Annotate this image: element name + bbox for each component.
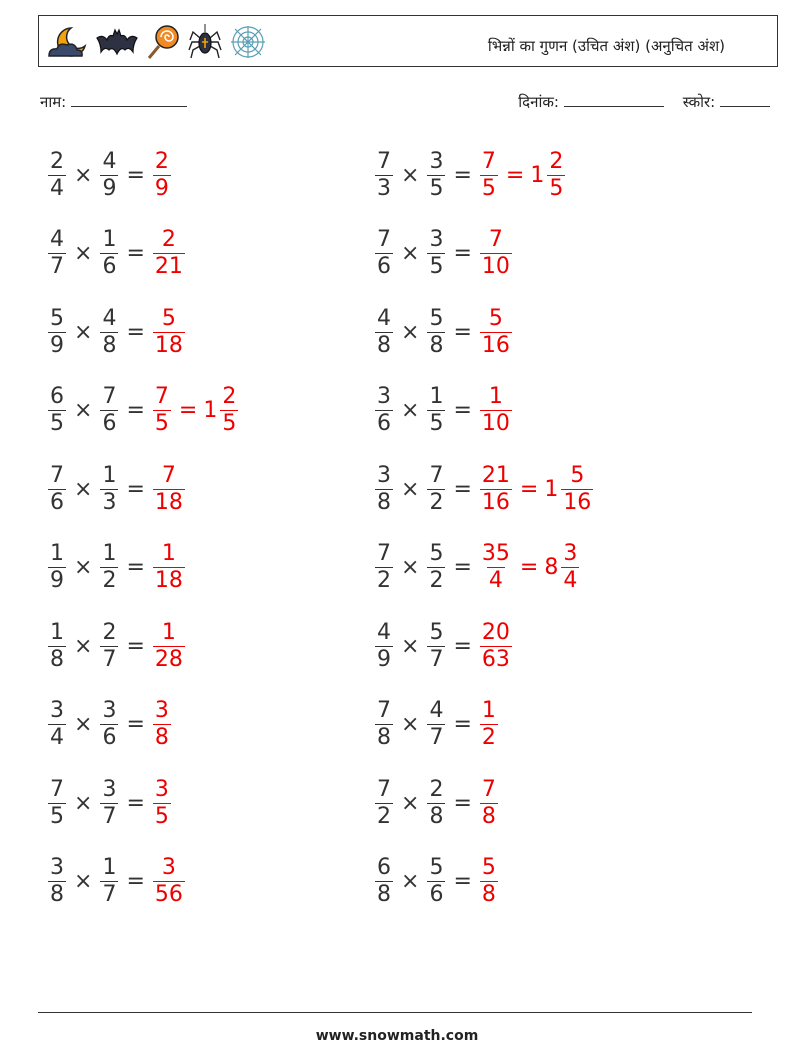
equals-sign: =	[453, 162, 472, 188]
numerator: 6	[377, 855, 391, 880]
equals-sign: =	[453, 633, 472, 659]
numerator: 1	[102, 855, 117, 880]
numerator: 2	[429, 776, 444, 802]
times-sign: ×	[74, 869, 93, 894]
answer-fraction	[480, 776, 498, 829]
mixed-whole: 1	[203, 398, 218, 423]
denominator: 3	[377, 175, 391, 201]
answer-fraction	[480, 229, 512, 278]
numerator: 3	[429, 227, 444, 252]
fraction-b	[427, 619, 445, 672]
numerator: 7	[481, 148, 496, 174]
denominator: 5	[549, 175, 564, 201]
fraction-b	[100, 857, 118, 906]
denominator: 7	[102, 882, 117, 907]
denominator: 6	[50, 489, 64, 515]
equals-sign: =	[453, 241, 472, 266]
numerator: 2	[154, 148, 169, 174]
numerator: 7	[377, 541, 391, 566]
name-field	[40, 92, 187, 112]
numerator: 2	[549, 148, 564, 174]
denominator: 7	[50, 254, 64, 279]
numerator: 1	[50, 541, 64, 566]
denominator: 8	[50, 882, 64, 907]
moon-cloud-icon	[45, 24, 89, 60]
lollipop-icon	[145, 24, 181, 60]
denominator: 63	[481, 646, 510, 672]
date-score-fields	[518, 92, 770, 112]
denominator: 21	[154, 254, 183, 279]
denominator: 6	[102, 254, 117, 279]
numerator: 7	[102, 384, 117, 409]
fraction-b	[427, 462, 445, 515]
denominator: 8	[481, 803, 496, 829]
equals-sign: =	[126, 790, 145, 816]
equals-sign: =	[453, 712, 472, 737]
denominator: 2	[429, 568, 444, 593]
problem-row	[46, 771, 173, 835]
answer-fraction	[153, 229, 185, 278]
times-sign: ×	[74, 241, 93, 266]
denominator: 2	[481, 725, 496, 750]
header-icons	[45, 24, 267, 60]
footer-url: www.snowmath.com	[315, 1028, 479, 1044]
date-label: दिनांक:	[518, 93, 559, 111]
problem-row	[373, 457, 595, 521]
numerator: 2	[161, 227, 176, 252]
answer-fraction	[480, 857, 498, 906]
numerator: 5	[429, 305, 444, 331]
fraction-a	[48, 148, 66, 201]
problem-row	[46, 143, 173, 207]
denominator: 5	[429, 175, 444, 201]
fraction-a	[48, 619, 66, 672]
numerator: 3	[377, 384, 391, 409]
denominator: 7	[102, 803, 117, 829]
times-sign: ×	[401, 869, 420, 894]
denominator: 10	[481, 254, 510, 279]
problem-row	[373, 222, 514, 286]
problem-row	[46, 379, 240, 443]
problem-row	[373, 850, 500, 914]
mixed-fraction	[547, 148, 565, 201]
denominator: 5	[429, 254, 444, 279]
fraction-b	[427, 386, 445, 435]
fraction-a	[375, 700, 393, 749]
denominator: 18	[154, 568, 183, 593]
footer-divider	[38, 1012, 752, 1013]
problem-row	[46, 693, 173, 757]
problem-row	[373, 536, 581, 600]
denominator: 6	[377, 254, 391, 279]
numerator: 3	[102, 776, 117, 802]
fraction-b	[427, 700, 445, 749]
denominator: 5	[154, 803, 169, 829]
times-sign: ×	[401, 162, 420, 188]
denominator: 7	[429, 725, 444, 750]
equals-sign: =	[505, 162, 525, 188]
mixed-whole: 1	[544, 476, 559, 502]
fraction-a	[48, 462, 66, 515]
equals-sign: =	[126, 633, 145, 659]
answer-fraction	[153, 305, 185, 358]
fraction-b	[427, 229, 445, 278]
fraction-a	[48, 543, 66, 592]
problem-row	[373, 614, 514, 678]
answer-fraction	[480, 462, 512, 515]
numerator: 7	[154, 384, 169, 409]
equals-sign: =	[126, 162, 145, 188]
denominator: 9	[154, 175, 169, 201]
denominator: 16	[563, 489, 592, 515]
fraction-b	[100, 776, 118, 829]
answer-fraction	[480, 543, 512, 592]
times-sign: ×	[74, 162, 93, 188]
problem-row	[46, 457, 187, 521]
denominator: 56	[154, 882, 183, 907]
problem-row	[373, 379, 514, 443]
numerator: 4	[377, 619, 391, 645]
spider-icon	[187, 24, 223, 60]
times-sign: ×	[74, 790, 93, 816]
denominator: 8	[102, 332, 117, 358]
numerator: 3	[429, 148, 444, 174]
numerator: 4	[102, 148, 117, 174]
times-sign: ×	[401, 790, 420, 816]
numerator: 3	[154, 776, 169, 802]
denominator: 8	[377, 725, 391, 750]
name-blank[interactable]	[71, 92, 187, 107]
equals-sign: =	[453, 476, 472, 502]
name-label: नाम:	[40, 93, 67, 111]
denominator: 5	[222, 411, 237, 436]
denominator: 4	[50, 725, 64, 750]
numerator: 3	[161, 855, 176, 880]
denominator: 5	[50, 803, 64, 829]
denominator: 8	[377, 489, 391, 515]
numerator: 7	[488, 227, 503, 252]
numerator: 1	[50, 619, 64, 645]
mixed-fraction	[220, 386, 238, 435]
denominator: 6	[429, 882, 444, 907]
denominator: 6	[377, 411, 391, 436]
fraction-a	[375, 543, 393, 592]
denominator: 8	[429, 332, 444, 358]
numerator: 7	[377, 776, 391, 802]
denominator: 9	[102, 175, 117, 201]
fraction-a	[375, 776, 393, 829]
problem-row	[46, 300, 187, 364]
equals-sign: =	[519, 555, 539, 580]
fraction-a	[48, 229, 66, 278]
fraction-a	[375, 305, 393, 358]
fraction-b	[100, 619, 118, 672]
numerator: 2	[50, 148, 64, 174]
numerator: 3	[102, 698, 117, 723]
times-sign: ×	[74, 476, 93, 502]
problem-row	[46, 536, 187, 600]
fraction-a	[48, 305, 66, 358]
problem-row	[46, 222, 187, 286]
numerator: 7	[50, 776, 64, 802]
times-sign: ×	[401, 241, 420, 266]
numerator: 4	[50, 227, 64, 252]
equals-sign: =	[178, 398, 198, 423]
times-sign: ×	[74, 555, 93, 580]
times-sign: ×	[401, 398, 420, 423]
fraction-b	[100, 543, 118, 592]
fraction-a	[48, 857, 66, 906]
denominator: 2	[377, 568, 391, 593]
equals-sign: =	[453, 319, 472, 345]
answer-fraction	[480, 148, 498, 201]
denominator: 5	[154, 411, 169, 436]
denominator: 2	[377, 803, 391, 829]
answer-fraction	[480, 386, 512, 435]
numerator: 1	[161, 541, 176, 566]
answer-fraction	[153, 700, 171, 749]
numerator: 7	[481, 776, 496, 802]
mixed-fraction	[561, 543, 579, 592]
problem-row	[46, 850, 187, 914]
numerator: 1	[102, 541, 117, 566]
denominator: 2	[429, 489, 444, 515]
mixed-fraction	[561, 462, 593, 515]
times-sign: ×	[74, 712, 93, 737]
denominator: 8	[154, 725, 169, 750]
equals-sign: =	[453, 398, 472, 423]
mixed-whole: 8	[544, 555, 559, 580]
denominator: 8	[481, 882, 496, 907]
numerator: 4	[377, 305, 391, 331]
equals-sign: =	[126, 712, 145, 737]
denominator: 16	[481, 332, 510, 358]
numerator: 6	[50, 384, 64, 409]
problem-row	[373, 300, 514, 364]
problem-row	[373, 693, 500, 757]
equals-sign: =	[126, 869, 145, 894]
fraction-a	[48, 386, 66, 435]
denominator: 5	[429, 411, 444, 436]
numerator: 5	[429, 619, 444, 645]
numerator: 35	[481, 541, 510, 566]
denominator: 5	[481, 175, 496, 201]
denominator: 9	[50, 332, 64, 358]
mixed-whole: 1	[530, 162, 545, 188]
times-sign: ×	[74, 398, 93, 423]
denominator: 2	[102, 568, 117, 593]
problem-row	[373, 143, 567, 207]
numerator: 3	[50, 698, 64, 723]
denominator: 4	[50, 175, 64, 201]
denominator: 8	[50, 646, 64, 672]
spiderweb-icon	[229, 24, 267, 60]
denominator: 8	[377, 882, 391, 907]
denominator: 10	[481, 411, 510, 436]
numerator: 1	[161, 619, 176, 645]
equals-sign: =	[126, 555, 145, 580]
numerator: 5	[429, 855, 444, 880]
equals-sign: =	[126, 476, 145, 502]
numerator: 1	[102, 462, 117, 488]
score-blank[interactable]	[720, 92, 770, 107]
numerator: 5	[570, 462, 585, 488]
answer-fraction	[153, 776, 171, 829]
denominator: 8	[377, 332, 391, 358]
times-sign: ×	[74, 633, 93, 659]
answer-fraction	[153, 148, 171, 201]
equals-sign: =	[519, 476, 539, 502]
times-sign: ×	[401, 476, 420, 502]
denominator: 5	[50, 411, 64, 436]
denominator: 9	[377, 646, 391, 672]
equals-sign: =	[453, 790, 472, 816]
fraction-a	[375, 619, 393, 672]
numerator: 2	[222, 384, 237, 409]
answer-fraction	[153, 543, 185, 592]
fraction-a	[375, 148, 393, 201]
numerator: 5	[161, 305, 176, 331]
equals-sign: =	[126, 241, 145, 266]
worksheet-header	[38, 15, 778, 67]
denominator: 4	[563, 568, 578, 593]
numerator: 1	[481, 698, 496, 723]
numerator: 5	[488, 305, 503, 331]
answer-fraction	[480, 305, 512, 358]
numerator: 20	[481, 619, 510, 645]
denominator: 4	[488, 568, 503, 593]
numerator: 21	[481, 462, 510, 488]
fraction-b	[100, 305, 118, 358]
answer-fraction	[153, 462, 185, 515]
answer-fraction	[153, 386, 171, 435]
numerator: 3	[50, 855, 64, 880]
numerator: 3	[377, 462, 391, 488]
fraction-b	[427, 857, 445, 906]
numerator: 5	[429, 541, 444, 566]
numerator: 7	[50, 462, 64, 488]
numerator: 2	[102, 619, 117, 645]
denominator: 8	[429, 803, 444, 829]
fraction-a	[375, 462, 393, 515]
problem-row	[373, 771, 500, 835]
denominator: 6	[102, 411, 117, 436]
fraction-b	[100, 148, 118, 201]
date-blank[interactable]	[564, 92, 664, 107]
answer-fraction	[153, 619, 185, 672]
denominator: 16	[481, 489, 510, 515]
times-sign: ×	[401, 555, 420, 580]
numerator: 5	[50, 305, 64, 331]
numerator: 7	[377, 148, 391, 174]
fraction-a	[48, 700, 66, 749]
fraction-a	[48, 776, 66, 829]
answer-fraction	[153, 857, 185, 906]
worksheet-title: भिन्नों का गुणन (उचित अंश) (अनुचित अंश)	[487, 37, 725, 55]
numerator: 7	[429, 462, 444, 488]
numerator: 7	[377, 227, 391, 252]
fraction-a	[375, 857, 393, 906]
times-sign: ×	[401, 633, 420, 659]
fraction-b	[427, 543, 445, 592]
equals-sign: =	[126, 398, 145, 423]
problem-row	[46, 614, 187, 678]
denominator: 18	[154, 332, 183, 358]
score-label: स्कोर:	[682, 93, 716, 111]
numerator: 5	[481, 855, 496, 880]
answer-fraction	[480, 700, 498, 749]
numerator: 7	[377, 698, 391, 723]
equals-sign: =	[126, 319, 145, 345]
numerator: 3	[154, 698, 169, 723]
fraction-b	[100, 462, 118, 515]
numerator: 1	[102, 227, 117, 252]
fraction-b	[427, 776, 445, 829]
times-sign: ×	[401, 712, 420, 737]
times-sign: ×	[401, 319, 420, 345]
answer-fraction	[480, 619, 512, 672]
denominator: 6	[102, 725, 117, 750]
numerator: 1	[488, 384, 503, 409]
fraction-b	[100, 700, 118, 749]
denominator: 7	[102, 646, 117, 672]
fraction-b	[427, 305, 445, 358]
equals-sign: =	[453, 555, 472, 580]
fraction-b	[100, 386, 118, 435]
numerator: 4	[102, 305, 117, 331]
bat-icon	[95, 24, 139, 60]
denominator: 9	[50, 568, 64, 593]
times-sign: ×	[74, 319, 93, 345]
numerator: 3	[563, 541, 578, 566]
fraction-a	[375, 386, 393, 435]
denominator: 7	[429, 646, 444, 672]
numerator: 1	[429, 384, 444, 409]
fraction-b	[427, 148, 445, 201]
denominator: 18	[154, 489, 183, 515]
fraction-b	[100, 229, 118, 278]
numerator: 4	[429, 698, 444, 723]
fraction-a	[375, 229, 393, 278]
denominator: 3	[102, 489, 117, 515]
equals-sign: =	[453, 869, 472, 894]
denominator: 28	[154, 646, 183, 672]
numerator: 7	[161, 462, 176, 488]
